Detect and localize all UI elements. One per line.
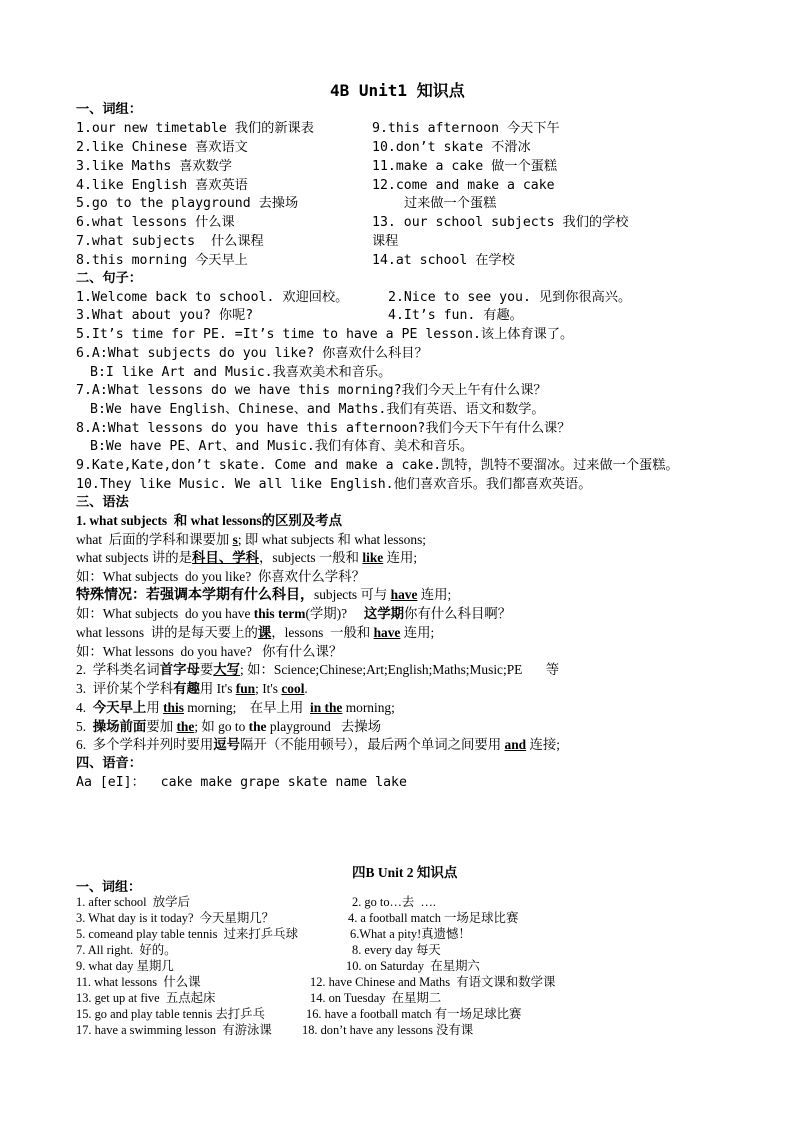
phrase-item: 13. our school subjects 我们的学校 [372,215,629,230]
unit2-title: 四B Unit 2 知识点 [352,865,458,880]
sentence-item: 7.A:What lessons do we have this morning?我们今天上午有什么课？ [76,383,547,398]
phrase-item: 8.this morning 今天早上 [76,253,248,268]
phonics-word: grape [240,775,280,790]
phonics-word: skate [287,775,328,790]
phonics-word: name [335,775,368,790]
phrase-item: 2.like Chinese 喜欢语文 [76,140,248,155]
sentence-item: 1.Welcome back to school. 欢迎回校。 [76,290,349,305]
phrase-item: 3. What day is it today? 今天星期几？ [76,911,274,925]
grammar-line: 如：What lessons do you have? 你有什么课？ [76,644,343,659]
phrase-item: 10.don’t skate 不滑冰 [372,140,531,155]
grammar-line: 2. 学科类名词首字母要大写; 如：Science;Chinese;Art;English;Maths;Music;PE 等 [76,662,560,677]
phrase-item: 15. go and play table tennis 去打乒乓 [76,1007,265,1021]
phrase-item: 7. All right. 好的。 [76,943,177,957]
sentence-item: 8.A:What lessons do you have this afternoon?我们今天下午有什么课？ [76,421,571,436]
phrase-item: 1. after school 放学后 [76,895,190,909]
phrase-item: 12.come and make a cake [372,178,555,193]
grammar-line: what lessons 讲的是每天要上的课，lessons 一般和 have 连用; [76,625,435,640]
grammar-line: 特殊情况：若强调本学期有什么科目，subjects 可与 have 连用; [76,587,452,603]
phrase-item: 8. every day 每天 [352,943,441,957]
grammar-line: what 后面的学科和课要加 s; 即 what subjects 和 what lessons; [76,532,427,547]
phrase-item: 17. have a swimming lesson 有游泳课 [76,1023,272,1037]
unit1-phrases-heading: 一、词组： [76,102,142,117]
unit1-sentences-heading: 二、句子： [76,271,142,286]
phrase-item: 5.go to the playground 去操场 [76,196,299,211]
phrase-item: 6.what lessons 什么课 [76,215,235,230]
grammar-line: 如：What subjects do you like? 你喜欢什么学科？ [76,569,365,584]
unit1-title: 4B Unit1 知识点 [330,81,465,100]
grammar-line: 如：What subjects do you have this term(学期)? 这学期你有什么科目啊？ [76,606,512,621]
sentence-item: 4.It’s fun. 有趣。 [388,308,523,323]
sentence-item: 6.A:What subjects do you like? 你喜欢什么科目？ [76,346,428,361]
phrase-item: 过来做一个蛋糕 [404,196,497,211]
phrase-item: 1.our new timetable 我们的新课表 [76,121,314,136]
phonics-word: lake [375,775,407,790]
phonics-word: make [200,775,233,790]
phrase-item: 10. on Saturday 在星期六 [346,959,480,973]
phrase-item: 4.like English 喜欢英语 [76,178,248,193]
phonics-line [76,773,407,792]
grammar-line: 3. 评价某个学科有趣用 It's fun; It's cool. [76,681,308,696]
phrase-item: 11.make a cake 做一个蛋糕 [372,159,558,174]
phrase-item: 5. comeand play table tennis 过来打乒乓球 [76,927,298,941]
grammar-line: 6. 多个学科并列时要用逗号隔开（不能用顿号），最后两个单词之间要用 and 连接; [76,737,560,752]
phrase-item: 11. what lessons 什么课 [76,975,201,989]
sentence-item: 5.It’s time for PE. =It’s time to have a PE lesson.该上体育课了。 [76,327,574,342]
grammar-line: 5. 操场前面要加 the; 如 go to the playground 去操场 [76,719,382,734]
phrase-item: 4. a football match 一场足球比赛 [348,911,519,925]
sentence-item: 2.Nice to see you. 见到你很高兴。 [388,290,632,305]
sentence-item: B:I like Art and Music.我喜欢美术和音乐。 [90,365,392,380]
sentence-item: 10.They like Music. We all like English.他们喜欢音乐。我们都喜欢英语。 [76,477,592,492]
phrase-item: 7.what subjects 什么课程 [76,234,264,249]
unit1-grammar-heading: 三、语法 [76,495,129,510]
unit1-phonics-heading: 四、语音： [76,756,142,771]
phonics-word: cake [160,775,193,790]
phrase-item: 14.at school 在学校 [372,253,515,268]
phrase-item: 14. on Tuesday 在星期二 [310,991,442,1005]
unit2-phrases-heading: 一、词组： [76,879,142,894]
phrase-item: 3.like Maths 喜欢数学 [76,159,232,174]
sentence-item: B:We have PE、Art、and Music.我们有体育、美术和音乐。 [90,439,474,454]
phrase-item: 课程 [372,234,399,249]
phrase-item: 2. go to…去 …. [352,895,436,909]
phonics-label: Aa [eI]： [76,775,161,790]
phrase-item: 13. get up at five 五点起床 [76,991,216,1005]
phrase-item: 9.this afternoon 今天下午 [372,121,560,136]
grammar-line: 4. 今天早上用 this morning; 在早上用 in the morning; [76,700,395,715]
sentence-item: 9.Kate,Kate,don’t skate. Come and make a cake.凯特，凯特不要溜冰。过来做一个蛋糕。 [76,458,679,473]
phrase-item: 9. what day 星期几 [76,959,174,973]
phrase-item: 12. have Chinese and Maths 有语文课和数学课 [310,975,556,989]
grammar-point-title: 1. what subjects 和 what lessons的区别及考点 [76,513,342,528]
phrase-item: 18. don’t have any lessons 没有课 [302,1023,474,1037]
grammar-line: what subjects 讲的是科目、学科，subjects 一般和 like 连用; [76,550,418,565]
phrase-item: 16. have a football match 有一场足球比赛 [306,1007,522,1021]
sentence-item: 3.What about you? 你呢? [76,308,254,323]
sentence-item: B:We have English、Chinese、and Maths.我们有英语、语文和数学。 [90,402,545,417]
phrase-item: 6.What a pity!真遗憾！ [350,927,471,941]
